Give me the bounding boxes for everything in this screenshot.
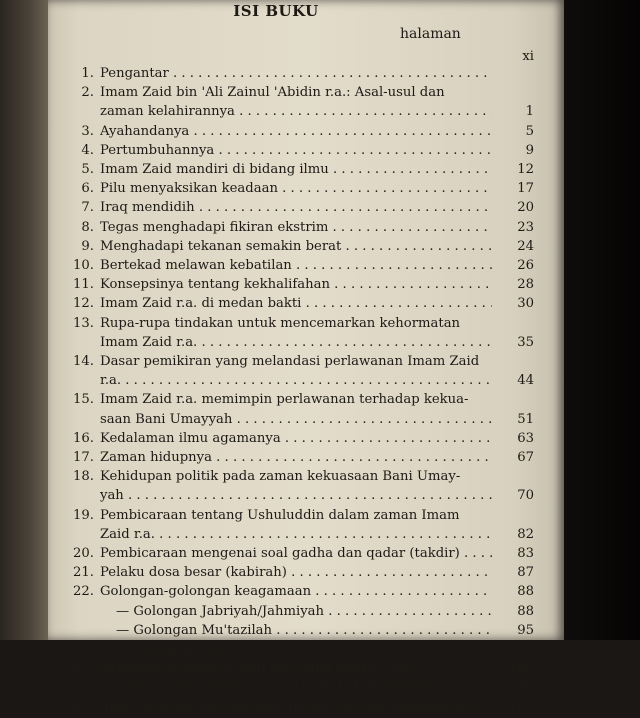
toc-entry-number: 22. (73, 584, 94, 600)
toc-entry-number: 24. (73, 680, 94, 696)
toc-entry-page: 9 (525, 142, 534, 158)
toc-row (60, 678, 536, 698)
toc-row (60, 160, 536, 180)
toc-entry-page: 12 (517, 162, 534, 177)
toc-entry-title: Imam Zaid bin 'Ali Zainul 'Abidin r.a.: Asal-usul dan (100, 85, 445, 101)
toc-entry-page: 67 (517, 450, 534, 465)
toc-entry-number: 3. (81, 123, 94, 139)
book-gutter (0, 0, 48, 640)
toc-entry-page: xi (522, 49, 534, 64)
toc-row (60, 429, 536, 449)
toc-entry-title: Imam Zaid r.a. di medan bakti . . . (100, 294, 492, 313)
toc-row (60, 64, 536, 84)
toc-entry-page: 24 (517, 238, 534, 254)
toc-entry-title: saan Bani Umayyah . . . (100, 410, 492, 429)
toc-entry-number: 4. (81, 142, 94, 158)
toc-entry-title: Pandangannya mengenai soal politik (kekhalifahan) . . . (100, 678, 492, 697)
toc-entry-number: 15. (73, 392, 94, 408)
toc-entry-title: Dasar pemikiran yang melandasi perlawanan Imam Zaid (100, 354, 480, 369)
toc-entry-page: 63 (517, 430, 534, 446)
toc-row (60, 525, 536, 545)
toc-row (60, 256, 536, 276)
toc-row (60, 659, 536, 679)
toc-row (60, 179, 536, 199)
toc-entry-title: Imam Zaid r.a. meluruskan fikiran tentang kekhalifahan . . . (100, 698, 492, 717)
toc-entry-page: 20 (517, 200, 534, 216)
toc-entry-title: Golongan-golongan keagamaan . . . (100, 582, 492, 601)
toc-row (60, 640, 536, 660)
toc-entry-page: 17 (517, 181, 534, 197)
toc-entry-number: 18. (73, 469, 94, 485)
toc-row (60, 582, 536, 602)
toc-entry-number: 17. (73, 450, 94, 465)
toc-entry-number: 7. (81, 200, 94, 216)
toc-entry-title: yah . . . (100, 486, 492, 505)
toc-entry-number: 5. (81, 162, 94, 177)
toc-entry-title: Kehidupan politik pada zaman kekuasaan Bani Umay- (100, 469, 461, 485)
toc-entry-title: Pembicaraan tentang Ushuluddin dalam zaman Imam (100, 507, 460, 523)
toc-entry-title: Imam Zaid mandiri di bidang ilmu . . . (100, 160, 492, 179)
toc-entry-title: Iraq mendidih . . . (100, 198, 492, 217)
toc-row (60, 467, 536, 487)
toc-entry-page: 109 (508, 699, 534, 715)
toc-entry-title: Ayahandanya . . . (100, 122, 492, 141)
toc-entry-number: 10. (73, 258, 94, 273)
toc-row (60, 544, 536, 564)
toc-entry-title: zaman kelahirannya . . . (100, 102, 492, 121)
toc-row (60, 621, 536, 641)
toc-entry-page: 44 (517, 373, 534, 389)
toc-entry-title: Pelaku dosa besar (kabirah) . . . (100, 563, 492, 582)
toc-row (60, 563, 536, 583)
toc-row (60, 390, 536, 410)
toc-entry-page: 88 (517, 603, 534, 619)
toc-entry-title: — Golongan Mu'tazilah . . . (116, 621, 492, 640)
toc-row (60, 486, 536, 506)
toc-entry-title: — Golongan Jabriyah/Jahmiyah . . . (116, 602, 492, 621)
toc-row (60, 198, 536, 218)
toc-row (60, 314, 536, 334)
toc-entry-page: 87 (517, 565, 534, 581)
toc-row (60, 371, 536, 391)
toc-entry-title: Pilu menyaksikan keadaan . . . (100, 179, 492, 198)
toc-row (60, 333, 536, 353)
toc-entry-number: 1. (81, 66, 94, 81)
toc-entry-page: 51 (517, 411, 534, 427)
toc-entry-title: Bertekad melawan kebatilan . . . (100, 256, 492, 275)
toc-entry-page: 88 (517, 584, 534, 600)
toc-entry-number: 11. (73, 277, 94, 293)
toc-entry-number: 9. (81, 238, 94, 254)
toc-row (60, 410, 536, 430)
page-title: ISI BUKU (233, 2, 319, 20)
toc-entry-page: 108 (508, 680, 534, 696)
toc-entry-page: 23 (517, 219, 534, 235)
background-shadow (564, 0, 640, 640)
toc-entry-page: 30 (517, 296, 534, 312)
toc-entry-title: Konsepsinya tentang kekhalifahan . . . (100, 275, 492, 294)
toc-entry-title: Kedalaman ilmu agamanya . . . (100, 429, 492, 448)
toc-entry-page: 28 (517, 277, 534, 293)
toc-row (60, 122, 536, 142)
toc-row (60, 506, 536, 526)
toc-row (60, 83, 536, 103)
toc-entry-title: Menghadapi tekanan semakin berat . . . (100, 237, 492, 256)
toc-entry-title: Beberapa pemikiran dan pendapat Imam Zaid r.a. . . . (100, 659, 492, 678)
toc-row (60, 218, 536, 238)
toc-entry-number: 12. (73, 296, 94, 312)
toc-row (60, 237, 536, 257)
toc-entry-page: 95 (517, 622, 534, 638)
toc-entry-page: 5 (525, 123, 534, 139)
toc-entry-number: 6. (81, 181, 94, 197)
toc-entry-number: 16. (73, 430, 94, 446)
toc-row (60, 102, 536, 122)
toc-entry-title: Tegas menghadapi fikiran ekstrim . . . (100, 218, 492, 237)
toc-entry-number: 14. (73, 354, 94, 369)
toc-row (60, 352, 536, 372)
toc-entry-title: Pengantar . . . (100, 64, 492, 83)
toc-entry-number: 20. (73, 546, 94, 561)
toc-entry-number: 8. (81, 219, 94, 235)
toc-entry-title: Imam Zaid r.a. . . . (100, 333, 492, 352)
toc-entry-title: — Golongan Murji'ah . . . (116, 640, 492, 659)
toc-entry-page: 26 (517, 258, 534, 273)
toc-row (60, 698, 536, 718)
toc-entry-number: 25. (73, 699, 94, 715)
toc-entry-title: Pembicaraan mengenai soal gadha dan qadar (takdir) . . . (100, 544, 492, 563)
toc-entry-title: Imam Zaid r.a. memimpin perlawanan terhadap kekua- (100, 392, 469, 408)
toc-entry-number: 13. (73, 315, 94, 331)
toc-entry-title: Rupa-rupa tindakan untuk mencemarkan kehormatan (100, 315, 461, 331)
toc-entry-number: 19. (73, 507, 94, 523)
toc-row (60, 141, 536, 161)
toc-entry-page: 70 (517, 488, 534, 504)
toc-row (60, 448, 536, 468)
toc-entry-page: 99 (517, 642, 534, 657)
toc-entry-page: 82 (517, 526, 534, 542)
toc-row (60, 602, 536, 622)
toc-entry-title: r.a. . . . (100, 371, 492, 390)
toc-entry-title: Zaid r.a. . . . (100, 525, 492, 544)
page-column-label: halaman (400, 26, 461, 42)
toc-entry-number: 2. (81, 85, 94, 101)
toc-entry-page: 35 (517, 334, 534, 350)
toc-entry-title: Pertumbuhannya . . . (100, 141, 492, 160)
toc-entry-page: 1 (525, 104, 534, 120)
toc-entry-number: 21. (73, 565, 94, 581)
toc-entry-page: 83 (517, 546, 534, 561)
toc-entry-title: Zaman hidupnya . . . (100, 448, 492, 467)
toc-row (60, 275, 536, 295)
toc-entry-number: 23. (73, 661, 94, 677)
toc-row (60, 294, 536, 314)
toc-entry-page: 106 (508, 661, 534, 677)
